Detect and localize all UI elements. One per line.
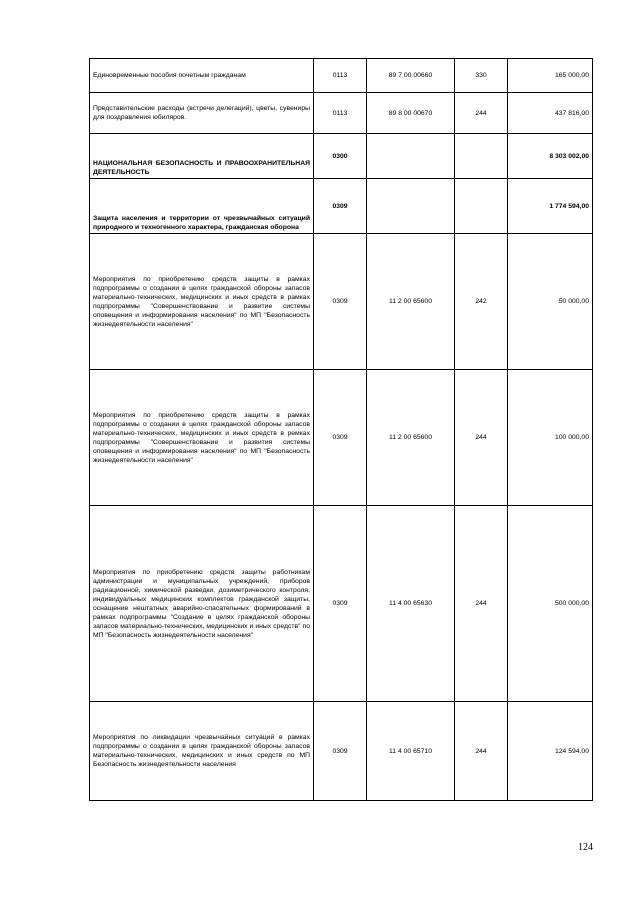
table-row — [90, 702, 593, 801]
row-section: 0309 — [314, 179, 367, 234]
row-section: 0309 — [314, 234, 367, 370]
row-amount: 437 816,00 — [508, 93, 593, 134]
row-name: Мероприятия по приобретению средств защиты в рамках подпрограммы о создании в целях гражданской обороны запасов материально-технических, медицинских и иных средств в ремках подпрограммы "Совершенствование и развития системы оповещения и информирования населения" по МП "Безопасность жизнедеятельности населения" — [90, 370, 314, 506]
row-target: 11 4 00 65630 — [367, 506, 455, 702]
row-name: Мероприятия по ликвидации чрезвычайных ситуаций в рамках подпрограммы о создании в целях гражданской обороны запасов материально-технических, медицинских и иных средств по МП Безопасность жизнедеятельности населения — [90, 702, 314, 801]
row-target: 11 2 00 65600 — [367, 370, 455, 506]
row-name: Мероприятия по приобретению средств защиты работникам администрации и муниципальных учреждений, приборов радиационной, химической разведки, дозиметрического контроля, индивидуальных медицинских комплектов гражданской защиты, оснащение нештатных аварийно-спасательных формирований в рамках подпрограммы "Создание в целях гражданской обороны запасов материально-технических, медицинских и иных средств" по МП "Безопасность жизнедеятельности населения" — [90, 506, 314, 702]
row-amount: 124 594,00 — [508, 702, 593, 801]
row-name: Единовременные пособия почетным гражданам — [90, 59, 314, 93]
row-type — [455, 134, 508, 179]
table-row — [90, 234, 593, 370]
row-target — [367, 179, 455, 234]
row-section: 0309 — [314, 370, 367, 506]
row-amount: 500 000,00 — [508, 506, 593, 702]
row-type: 244 — [455, 702, 508, 801]
table-row — [90, 179, 593, 234]
row-section: 0113 — [314, 59, 367, 93]
row-target — [367, 134, 455, 179]
row-type: 244 — [455, 506, 508, 702]
page-number: 124 — [578, 842, 593, 853]
row-section: 0309 — [314, 506, 367, 702]
row-target: 11 2 00 65600 — [367, 234, 455, 370]
row-name: Представительские расходы (встречи делегаций), цветы, сувениры для поздравления юбиляров. — [90, 93, 314, 134]
row-name: Мероприятия по приобретению средств защиты в рамках подпрограммы о создании в целях гражданской обороны запасов материально-технических, медицинских и иных средств в рамках подпрограммы "Совершенствование и развитие системы оповещения и информирования населения" по МП "Безопасность жизнедеятельности населения" — [90, 234, 314, 370]
row-target: 89 7 00 00660 — [367, 59, 455, 93]
row-name: НАЦИОНАЛЬНАЯ БЕЗОПАСНОСТЬ И ПРАВООХРАНИТЕЛЬНАЯ ДЕЯТЕЛЬНОСТЬ — [90, 134, 314, 179]
row-amount: 100 000,00 — [508, 370, 593, 506]
table-row — [90, 506, 593, 702]
row-type: 242 — [455, 234, 508, 370]
row-amount: 50 000,00 — [508, 234, 593, 370]
row-type: 244 — [455, 370, 508, 506]
table-row — [90, 370, 593, 506]
row-type: 330 — [455, 59, 508, 93]
table-row — [90, 134, 593, 179]
row-target: 89 8 00 00670 — [367, 93, 455, 134]
table-row — [90, 93, 593, 134]
row-target: 11 4 00 65710 — [367, 702, 455, 801]
row-type — [455, 179, 508, 234]
table-row — [90, 59, 593, 93]
row-section: 0113 — [314, 93, 367, 134]
budget-table — [89, 58, 593, 801]
row-amount: 165 000,00 — [508, 59, 593, 93]
row-name: Защита населения и территории от чрезвычайных ситуаций природного и техногенного характера, гражданская оборона — [90, 179, 314, 234]
row-amount: 8 303 002,00 — [508, 134, 593, 179]
row-section: 0309 — [314, 702, 367, 801]
row-amount: 1 774 594,00 — [508, 179, 593, 234]
row-type: 244 — [455, 93, 508, 134]
row-section: 0300 — [314, 134, 367, 179]
